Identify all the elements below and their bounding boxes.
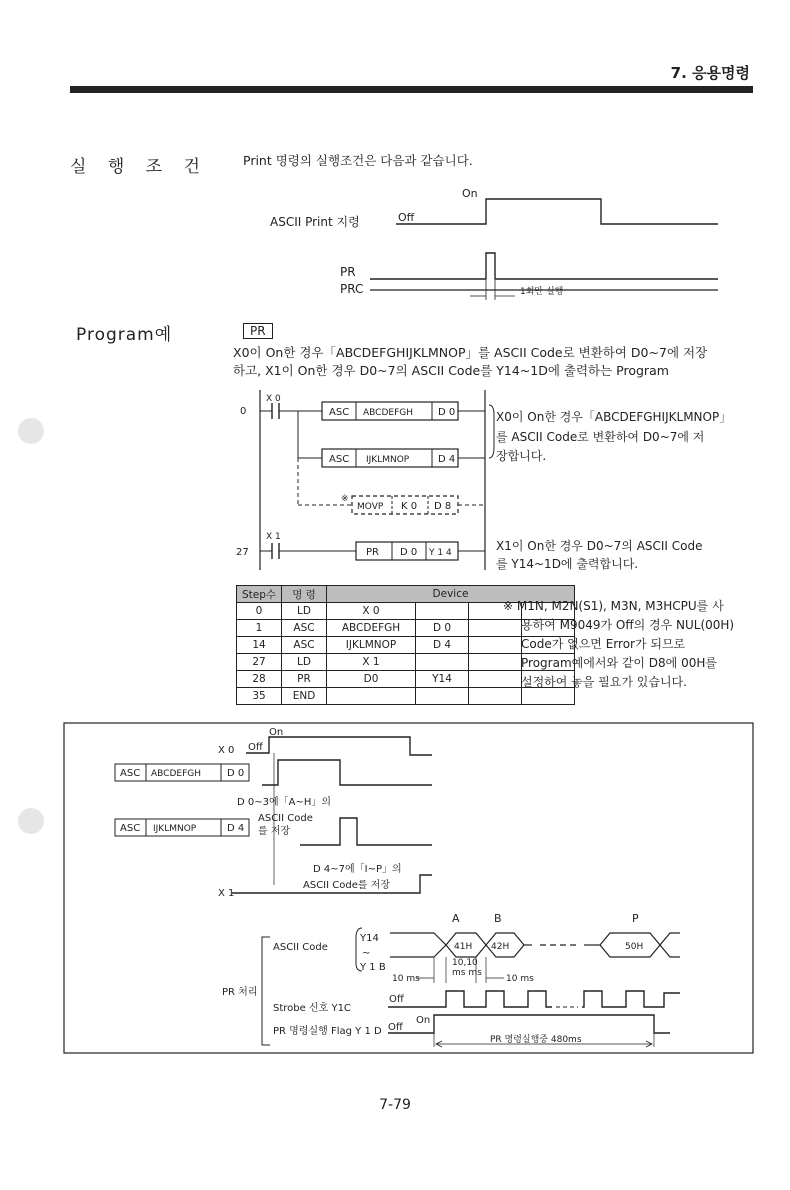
note-l1: ※ M1N, M2N(S1), M3N, M3HCPU를 사: [503, 599, 724, 613]
comment1-l2: 를 ASCII Code로 변환하여 D0~7에 저: [496, 430, 705, 444]
chapter-title: 7. 응용명령: [670, 64, 750, 82]
t-10ms-c: 10 ms: [506, 974, 534, 984]
t-off: Off: [248, 742, 263, 753]
step-27: 27: [236, 547, 249, 558]
t-d4: D 4: [227, 823, 245, 834]
program-desc-line2: 하고, X1이 On한 경우 D0~7의 ASCII Code를 Y14~1D에 출력하는 Program: [233, 363, 669, 378]
contact-x0-label: X 0: [266, 394, 281, 404]
t-col-a: A: [452, 912, 460, 925]
table-cell: PR: [282, 671, 327, 688]
t-y1b: Y 1 B: [360, 962, 386, 973]
prc-label: PRC: [340, 282, 364, 296]
comment1-l1: X0이 On한 경우「ABCDEFGHIJKLMNOP」: [496, 410, 732, 424]
note-mark: ※: [341, 494, 349, 504]
asc-1: ASC: [329, 407, 350, 418]
t-d4-7: D 4~7에「I~P」의: [313, 864, 402, 875]
pr-waveform: [370, 253, 718, 279]
note-l4: Program예에서와 같이 D8에 00H를: [521, 656, 717, 670]
table-cell: ASC: [282, 637, 327, 654]
pr: PR: [366, 547, 379, 558]
flag-waveform: [388, 1015, 670, 1033]
exec-timing-diagram: [0, 0, 790, 320]
ijk-2: IJKLMNOP: [366, 455, 410, 465]
t-asc-2: ASC: [120, 823, 141, 834]
asc2-exec-pulse: [300, 818, 432, 845]
strobe-waveform: [388, 991, 552, 1007]
contact-x1-label: X 1: [266, 532, 281, 542]
t-10-10: 10,10: [452, 958, 478, 968]
table-cell: 28: [237, 671, 282, 688]
execution-timing-chart: [0, 715, 790, 1065]
t-d0: D 0: [227, 768, 245, 779]
table-cell: 14: [237, 637, 282, 654]
strobe-waveform-end: [582, 991, 680, 1007]
table-cell: D 0: [416, 620, 469, 637]
t-on2: On: [416, 1015, 431, 1026]
th-instr: 명 령: [282, 586, 327, 603]
t-store2: ASCII Code를 저장: [303, 880, 391, 891]
x0-waveform: [246, 737, 432, 755]
t-col-p: P: [632, 912, 639, 925]
th-step: Step수: [237, 586, 282, 603]
t-off2: Off: [389, 994, 404, 1005]
timing-signal-label: ASCII Print 지령: [270, 215, 360, 229]
t-50h: 50H: [625, 942, 644, 952]
t-strobe: Strobe 신호 Y1C: [273, 1003, 351, 1014]
pr-label: PR: [340, 265, 356, 279]
table-cell: X 1: [327, 654, 416, 671]
timing-on-label: On: [462, 187, 478, 200]
t-off3: Off: [388, 1022, 403, 1033]
t-store1-l1: ASCII Code: [258, 813, 313, 824]
t-tilde: ~: [362, 948, 371, 959]
section-title-exec: 실 행 조 건: [70, 157, 208, 177]
t-col-b: B: [494, 912, 502, 925]
t-ms-ms: ms ms: [452, 968, 482, 978]
asc1-exec-pulse: [262, 760, 432, 785]
table-cell: LD: [282, 603, 327, 620]
abc-1: ABCDEFGH: [363, 408, 413, 418]
once-label: 1회만 실행: [520, 287, 564, 297]
instruction-box: PR: [243, 323, 273, 339]
t-42h: 42H: [491, 942, 510, 952]
table-cell: [416, 688, 469, 705]
pr-block: [356, 542, 458, 560]
section-title-program: Program예: [76, 325, 173, 345]
t-10ms-a: 10 ms: [392, 974, 420, 984]
page-number: 7-79: [379, 1097, 411, 1113]
t-on: On: [269, 727, 284, 738]
t-pr-exec: PR 처리: [222, 987, 258, 998]
d8: D 8: [434, 501, 452, 512]
step-0: 0: [240, 406, 247, 417]
ladder-diagram: [0, 385, 790, 585]
movp-block: [352, 496, 458, 514]
table-cell: X 0: [327, 603, 416, 620]
comment2-l1: X1이 On한 경우 D0~7의 ASCII Code: [496, 539, 703, 553]
t-x1: X 1: [218, 888, 235, 899]
t-ijk: IJKLMNOP: [153, 824, 197, 834]
t-d0-3: D 0~3에「A~H」의: [237, 797, 332, 808]
t-asc-block-1: [115, 764, 249, 781]
table-cell: IJKLMNOP: [327, 637, 416, 654]
table-cell: [327, 688, 416, 705]
k0: K 0: [401, 501, 418, 512]
t-pr-time: PR 명령실행중 480ms: [490, 1035, 582, 1045]
t-asc-block-2: [115, 819, 249, 836]
table-cell: 27: [237, 654, 282, 671]
y14-pr: Y 1 4: [429, 548, 452, 558]
table-cell: 35: [237, 688, 282, 705]
note-l3: Code가 없으면 Error가 되므로: [521, 637, 686, 651]
table-cell: 0: [237, 603, 282, 620]
table-cell: 1: [237, 620, 282, 637]
comment2-l2: 를 Y14~1D에 출력합니다.: [496, 557, 639, 571]
table-cell: ABCDEFGH: [327, 620, 416, 637]
t-ascii-code: ASCII Code: [273, 942, 328, 953]
t-x0: X 0: [218, 745, 235, 756]
t-41h: 41H: [454, 942, 473, 952]
t-store1-l2: 를 저장: [258, 826, 291, 837]
table-cell: END: [282, 688, 327, 705]
asc-2: ASC: [329, 454, 350, 465]
table-cell: D0: [327, 671, 416, 688]
th-device: Device: [327, 586, 575, 603]
d4-2: D 4: [438, 454, 456, 465]
table-cell: [416, 603, 469, 620]
note-text: [503, 597, 734, 692]
t-asc-1: ASC: [120, 768, 141, 779]
table-cell: Y14: [416, 671, 469, 688]
table-cell: LD: [282, 654, 327, 671]
comment1-l3: 장합니다.: [496, 449, 547, 463]
asc-block-2: [322, 449, 458, 467]
table-cell: [416, 654, 469, 671]
d0-pr: D 0: [400, 547, 418, 558]
t-flag: PR 명령실행 Flag Y 1 D: [273, 1026, 382, 1037]
t-abc: ABCDEFGH: [151, 769, 201, 779]
exec-description: Print 명령의 실행조건은 다음과 같습니다.: [243, 153, 473, 168]
note-l5: 설정하여 놓을 필요가 있습니다.: [521, 675, 687, 689]
asc-block-1: [322, 402, 458, 420]
program-desc-line1: X0이 On한 경우「ABCDEFGHIJKLMNOP」를 ASCII Code로 변환하여 D0~7에 저장: [233, 345, 708, 360]
t-y14: Y14: [360, 933, 379, 944]
movp: MOVP: [357, 502, 384, 512]
d0-1: D 0: [438, 407, 456, 418]
print-command-waveform: [396, 199, 718, 224]
note-l2: 용하여 M9049가 Off의 경우 NUL(00H): [521, 618, 735, 632]
table-cell: D 4: [416, 637, 469, 654]
table-cell: ASC: [282, 620, 327, 637]
timing-off-label: Off: [398, 211, 415, 224]
